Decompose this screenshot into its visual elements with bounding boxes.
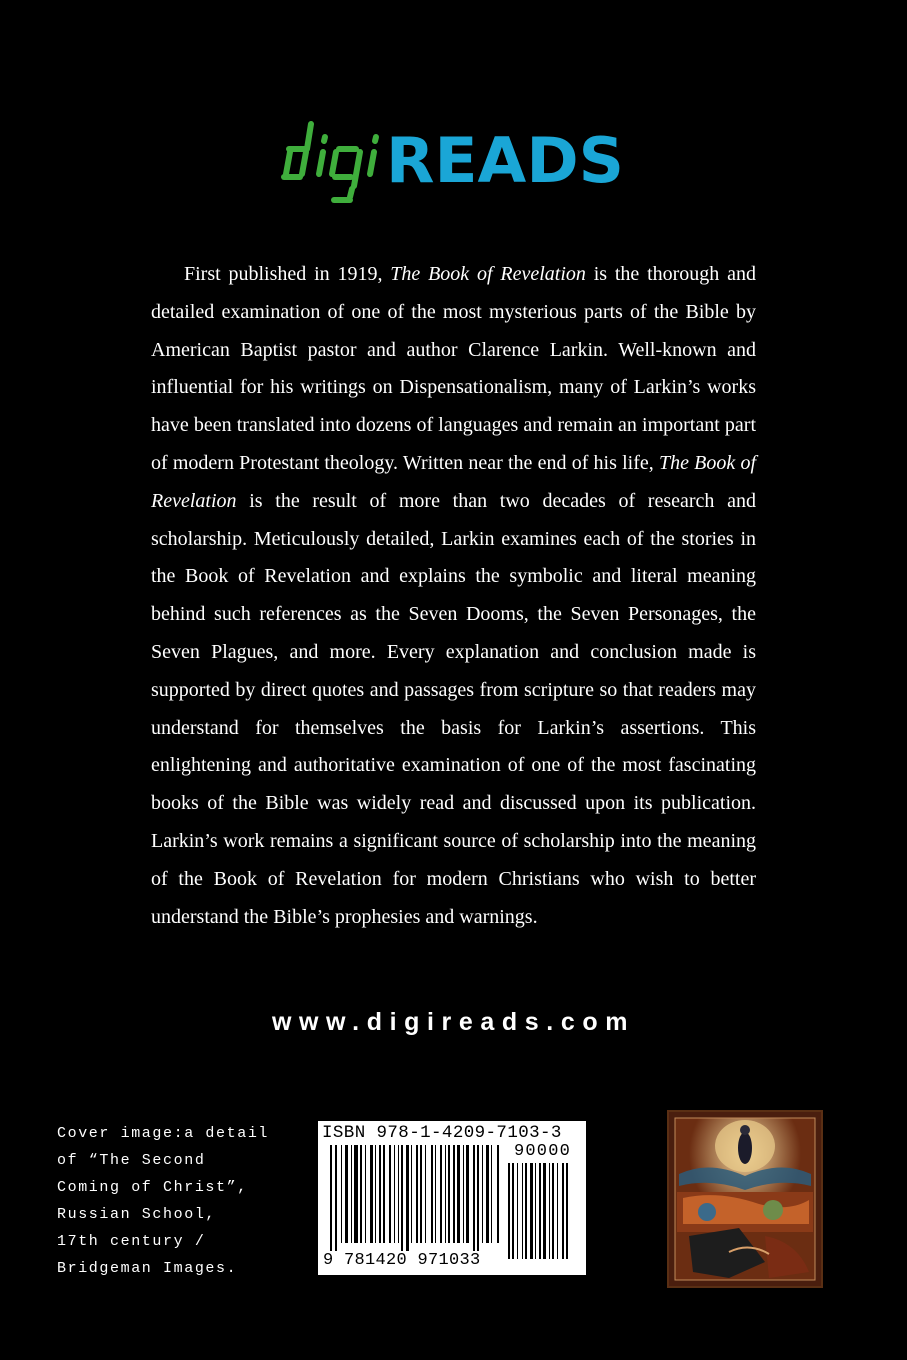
barcode-bar xyxy=(345,1145,348,1243)
credit-line: Russian School, xyxy=(57,1206,217,1223)
credit-line: Bridgeman Images. xyxy=(57,1260,238,1277)
barcode-bar xyxy=(351,1145,352,1243)
barcode-bar xyxy=(539,1163,541,1259)
barcode-bar xyxy=(445,1145,446,1243)
barcode-bar xyxy=(557,1163,558,1259)
barcode-bar xyxy=(425,1145,426,1243)
barcode-bar xyxy=(457,1145,460,1243)
barcode-bar xyxy=(389,1145,391,1243)
barcode-bar xyxy=(562,1163,564,1259)
barcode-bar xyxy=(466,1145,469,1243)
barcode-bar xyxy=(341,1145,342,1243)
barcode-bar xyxy=(394,1145,395,1243)
barcode-bar xyxy=(525,1163,527,1259)
barcode-bar xyxy=(508,1163,510,1259)
barcode-bar xyxy=(411,1145,412,1243)
barcode-bar xyxy=(354,1145,358,1243)
description-text: First published in 1919, xyxy=(184,263,391,285)
barcode-bar xyxy=(406,1145,409,1251)
barcode-bar xyxy=(512,1163,514,1259)
barcode-bar xyxy=(370,1145,373,1243)
barcode-bar xyxy=(473,1145,475,1251)
logo-reads-text: READS xyxy=(386,124,624,197)
barcode-bar xyxy=(491,1145,492,1243)
credit-line: Cover image:a detail xyxy=(57,1125,270,1142)
barcode-bar xyxy=(360,1145,362,1243)
second-coming-painting xyxy=(669,1112,821,1286)
barcode-bar xyxy=(453,1145,455,1243)
logo-digi-mark xyxy=(284,124,376,200)
barcode-bar xyxy=(477,1145,479,1251)
credit-line: of “The Second xyxy=(57,1152,206,1169)
barcode-bar xyxy=(552,1163,554,1259)
barcode-bar xyxy=(463,1145,464,1243)
barcode-bar xyxy=(522,1163,523,1259)
barcode-bar xyxy=(375,1145,376,1243)
credit-line: 17th century / xyxy=(57,1233,206,1250)
barcode-bar xyxy=(335,1145,337,1251)
barcode-bar xyxy=(398,1145,399,1243)
description-text: is the thorough and detailed examination of one of the most mysterious parts of the Bible by American Baptist pastor and author Clarence Larkin. Well-known and influential for his writings on Dispensationalism, many of Larkin’s works have been translated into dozens of languages and remain an important part of modern Protestant theology. Written near the end of his life, xyxy=(151,263,756,474)
website-url[interactable]: www.digireads.com xyxy=(271,1008,636,1036)
barcode-bar xyxy=(530,1163,533,1259)
book-title-italic: The Book of Revelation xyxy=(151,451,757,512)
book-description xyxy=(151,256,756,936)
barcode-bar xyxy=(431,1145,433,1243)
barcode-bar xyxy=(543,1163,546,1259)
book-title-italic: The Book of Revelation xyxy=(390,263,586,285)
barcode-bar xyxy=(448,1145,450,1243)
addon-bars xyxy=(508,1163,580,1269)
isbn-number: ISBN 978-1-4209-7103-3 xyxy=(322,1123,562,1143)
barcode-bar xyxy=(435,1145,436,1243)
barcode-bar xyxy=(482,1145,483,1243)
ean-digits: 9 781420 971033 xyxy=(323,1251,481,1270)
isbn-barcode xyxy=(318,1121,586,1275)
barcode-bar xyxy=(365,1145,366,1243)
barcode-bar xyxy=(535,1163,536,1259)
barcode-bar xyxy=(549,1163,550,1259)
description-text: is the result of more than two decades of research and scholarship. Meticulously detailed, Larkin examines each of the stories in the Book of Revelation and explains the symbolic and literal meaning behind such references as the Seven Dooms, the Seven Personages, the Seven Plagues, and more. Every explanation and conclusion made is supported by direct quotes and passages from scripture so that readers may understand for themselves the basis for Larkin’s assertions. This enlightening and authoritative examination of one of the most fascinating books of the Bible was widely read and discussed upon its publication. Larkin’s work remains a significant source of scholarship into the meaning of the Book of Revelation for modern Christians who wish to better understand the Bible’s prophesies and warnings. xyxy=(151,489,756,928)
credit-line: Coming of Christ”, xyxy=(57,1179,248,1196)
barcode-bar xyxy=(566,1163,568,1259)
barcode-bar xyxy=(486,1145,489,1243)
barcode-bar xyxy=(440,1145,442,1243)
barcode-bar xyxy=(330,1145,332,1251)
barcode-bar xyxy=(497,1145,499,1243)
cover-art-thumbnail xyxy=(667,1110,823,1288)
barcode-bar xyxy=(401,1145,403,1251)
ean-bars xyxy=(330,1145,500,1255)
barcode-bar xyxy=(416,1145,418,1243)
barcode-bar xyxy=(383,1145,385,1243)
barcode-bar xyxy=(517,1163,518,1259)
barcode-bar xyxy=(420,1145,422,1243)
cover-image-credit xyxy=(57,1120,297,1282)
digireads-logo xyxy=(278,112,628,207)
barcode-bar xyxy=(379,1145,381,1243)
price-addon-code: 90000 xyxy=(514,1142,572,1161)
